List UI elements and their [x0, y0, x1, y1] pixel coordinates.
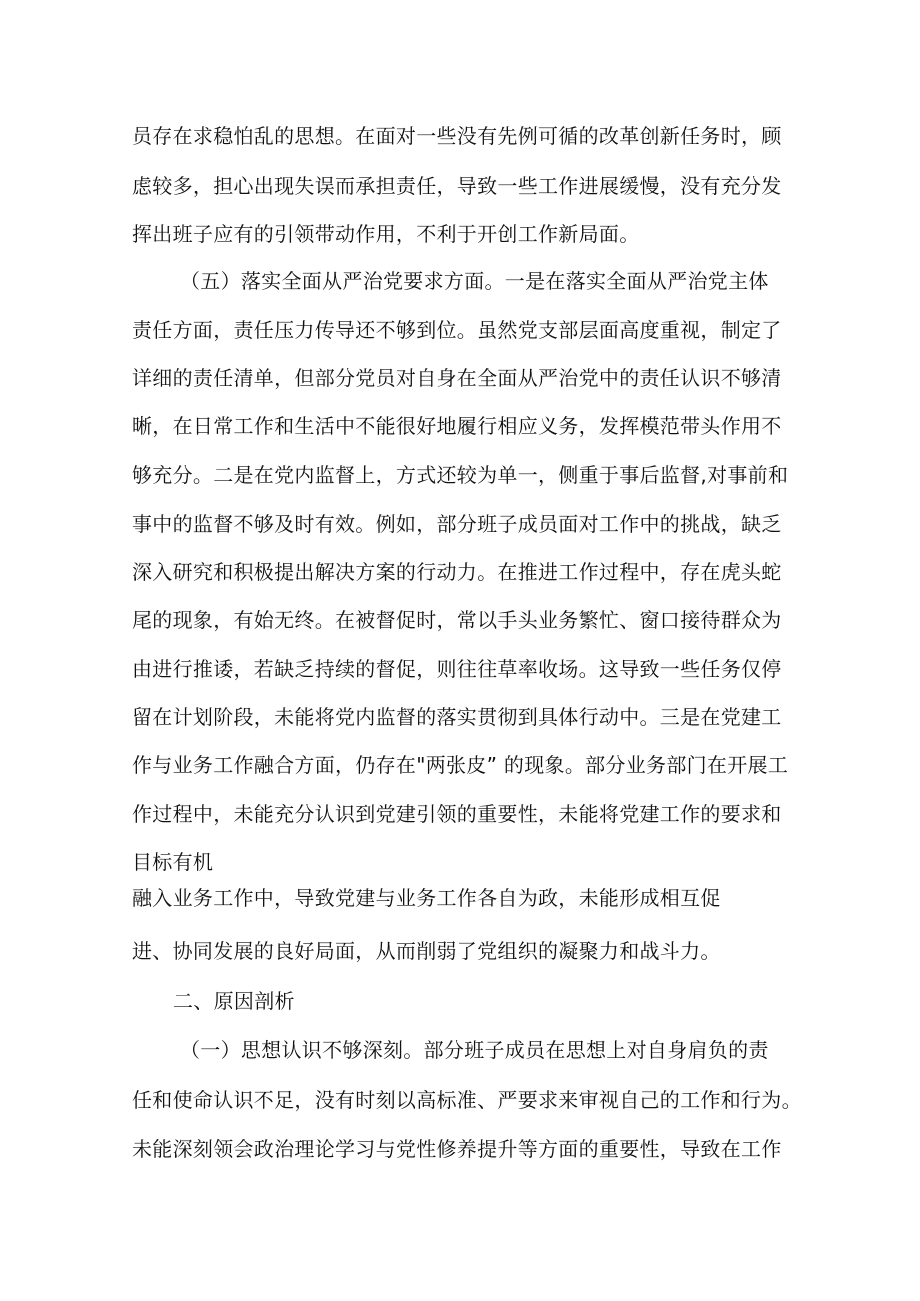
text-line: 目标有机: [132, 850, 214, 874]
text-line: 责任方面，责任压力传导还不够到位。虽然党支部层面高度重视，制定了: [132, 318, 782, 342]
text-line: 深入研究和积极提出解决方案的行动力。在推进工作过程中，存在虎头蛇: [132, 560, 782, 584]
text-line: 未能深刻领会政治理论学习与党性修养提升等方面的重要性，导致在工作: [132, 1137, 782, 1161]
text-line: 详细的责任清单，但部分党员对自身在全面从严治党中的责任认识不够清: [132, 366, 782, 390]
text-line: 融入业务工作中，导致党建与业务工作各自为政，未能形成相互促: [132, 886, 721, 910]
text-line: 够充分。二是在党内监督上，方式还较为单一，侧重于事后监督,对事前和: [132, 463, 789, 487]
section-five-start: （五）落实全面从严治党要求方面。一是在落实全面从严治党主体: [180, 269, 769, 293]
text-line: 由进行推诿，若缺乏持续的督促，则往往草率收场。这导致一些任务仅停: [132, 657, 782, 681]
text-line: 留在计划阶段，未能将党内监督的落实贯彻到具体行动中。三是在党建工: [132, 705, 782, 729]
text-line: 员存在求稳怕乱的思想。在面对一些没有先例可循的改革创新任务时，顾: [132, 124, 782, 148]
text-line: 进、协同发展的良好局面，从而削弱了党组织的凝聚力和战斗力。: [132, 939, 721, 963]
text-line: 虑较多，担心出现失误而承担责任，导致一些工作进展缓慢，没有充分发: [132, 174, 782, 198]
text-line: 作与业务工作融合方面，仍存在"两张皮” 的现象。部分业务部门在开展工: [132, 753, 789, 777]
text-line: 尾的现象，有始无终。在被督促时，常以手头业务繁忙、窗口接待群众为: [132, 608, 782, 632]
text-line: 挥出班子应有的引领带动作用，不利于开创工作新局面。: [132, 222, 640, 246]
text-line: 晰，在日常工作和生活中不能很好地履行相应义务，发挥模范带头作用不: [132, 414, 782, 438]
text-line: 作过程中，未能充分认识到党建引领的重要性，未能将党建工作的要求和: [132, 802, 782, 826]
text-line: 任和使命认识不足，没有时刻以高标准、严要求来审视自己的工作和行为。: [132, 1088, 802, 1112]
section-heading-cause-analysis: 二、原因剖析: [173, 989, 295, 1013]
section-one-start: （一）思想认识不够深刻。部分班子成员在思想上对自身肩负的责: [180, 1038, 769, 1062]
text-line: 事中的监督不够及时有效。例如，部分班子成员面对工作中的挑战，缺乏: [132, 512, 782, 536]
